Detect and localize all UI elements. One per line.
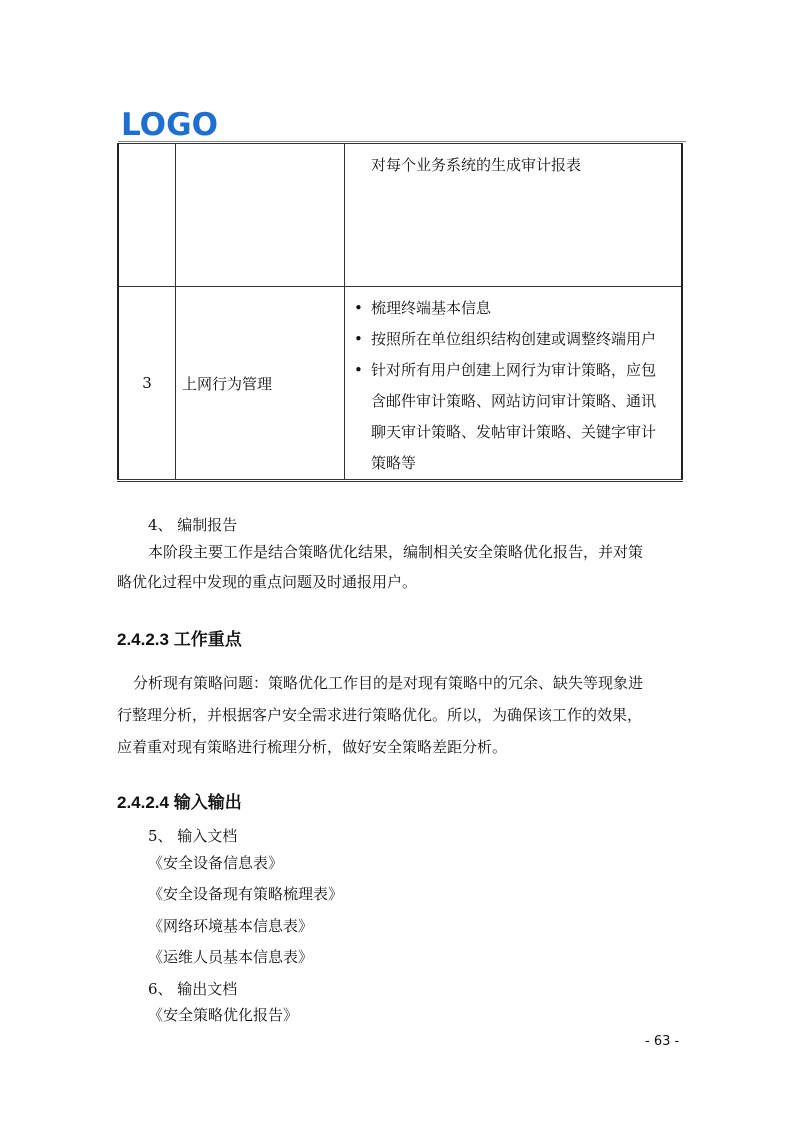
name-cell [176,144,345,287]
section-4-paragraph-line: 略优化过程中发现的重点问题及时通报用户。 [117,573,418,591]
list-item-continuation: 聊天审计策略、发帖审计策略、关键字审计 [371,423,657,441]
table-row [118,287,682,481]
content-text: 对每个业务系统的生成审计报表 [371,156,582,174]
list-item-continuation: 含邮件审计策略、网站访问审计策略、通讯 [371,392,657,410]
section-4-title: 4、 编制报告 [148,516,238,534]
list-item: • 针对所有用户创建上网行为审计策略，应包 [345,355,675,386]
focus-paragraph-line: 分析现有策略问题：策略优化工作目的是对现有策略中的冗余、缺失等现象进 [133,674,644,692]
heading-2423: 2.4.2.3 工作重点 [117,630,242,649]
bullet-list [345,287,681,479]
list-item: • 梳理终端基本信息 [345,293,675,324]
list-item-continuation: 策略等 [371,454,417,472]
item-name: 上网行为管理 [182,374,273,393]
bullet-icon: • [354,299,363,317]
doc-item: 《安全策略优化报告》 [148,1006,299,1024]
plan-table [117,143,683,482]
bullet-icon: • [354,330,363,348]
header-rule [118,141,686,142]
index-cell: 3 [118,287,176,481]
heading-2424: 2.4.2.4 输入输出 [117,793,242,812]
logo [120,108,220,138]
name-cell [176,287,345,481]
list-item: • 按照所在单位组织结构创建或调整终端用户 [345,324,675,355]
index-cell [118,144,176,287]
table-row [118,144,682,287]
content-cell [345,287,683,481]
logo-text: LOGO [121,108,218,138]
page-number: - 63 - [645,1034,680,1049]
output-docs-title: 6、 输出文档 [148,980,238,998]
focus-paragraph-line: 行整理分析，并根据客户安全需求进行策略优化。所以，为确保该工作的效果， [117,706,643,724]
doc-item: 《运维人员基本信息表》 [148,948,314,966]
bullet-icon: • [354,361,363,379]
doc-item: 《安全设备现有策略梳理表》 [148,885,344,903]
doc-item: 《安全设备信息表》 [148,854,284,872]
content-cell [345,144,683,287]
section-4-paragraph-line: 本阶段主要工作是结合策略优化结果，编制相关安全策略优化报告，并对策 [148,543,644,561]
doc-item: 《网络环境基本信息表》 [148,917,314,935]
input-docs-title: 5、 输入文档 [148,827,238,845]
focus-paragraph-line: 应着重对现有策略进行梳理分析，做好安全策略差距分析。 [117,738,508,756]
